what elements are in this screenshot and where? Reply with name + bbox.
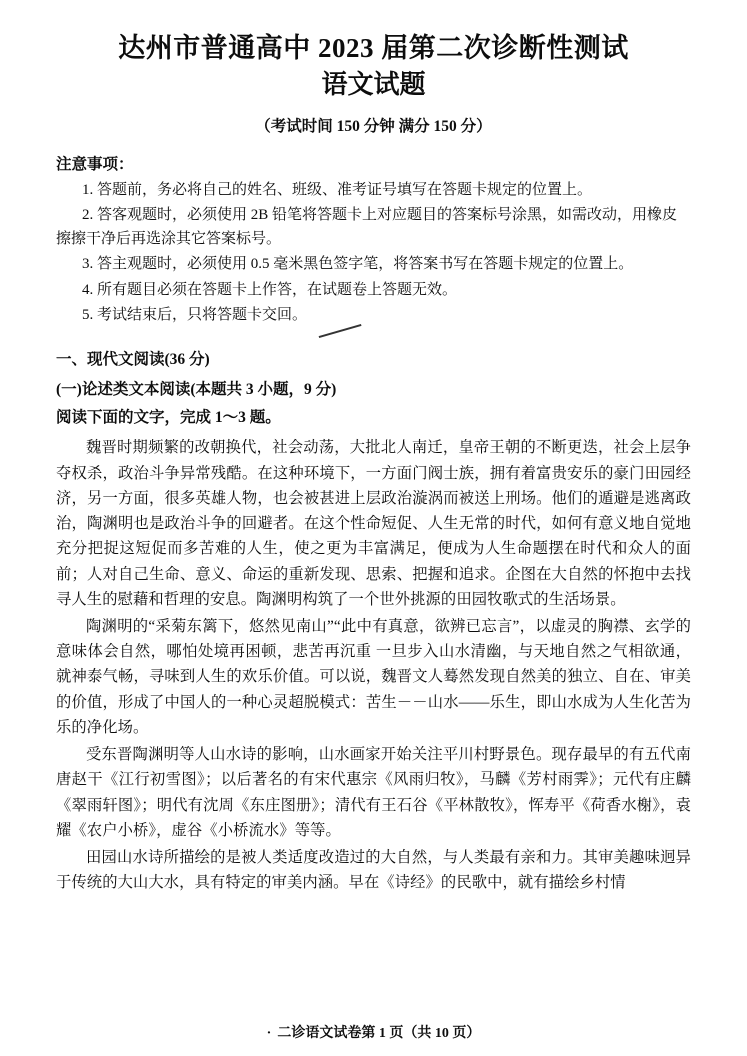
body-paragraph: 魏晋时期频繁的改朝换代，社会动荡，大批北人南迁，皇帝王朝的不断更迭，社会上层争夺权杀，政治斗争异常残酷。在这种环境下，一方面门阀士族，拥有着富贵安乐的豪门田园经济，另一方面，很多英雄人物，也会被甚进上层政治漩涡而被送上刑场。他们的遁避是逃离政治，陶渊明也是政治斗争的回避者。在这个性命短促、人生无常的时代，如何有意义地自觉地充分把捉这短促而多苦难的人生，使之更为丰富满足，便成为人生命题摆在时代和众人的面前；人对自己生命、意义、命运的重新发现、思索、把握和追求。企图在大自然的怀抱中去找寻人生的慰藉和哲理的安息。陶渊明构筑了一个世外挑源的田园牧歌式的生活场景。: [56, 439, 691, 608]
body-paragraph: 受东晋陶渊明等人山水诗的影响，山水画家开始关注平川村野景色。现存最早的有五代南唐赵干《江行初雪图》；以后著名的有宋代惠宗《风雨归牧》，马麟《芳村雨霁》；元代有庄麟《翠雨轩图》；明代有沈周《东庄图册》；清代有王石谷《平林散牧》，恽寿平《荷香水榭》，袁耀《农户小桥》，虚谷《小桥流水》等等。: [56, 746, 691, 839]
page-footer: [0, 1022, 747, 1042]
list-item: 3. 答主观题时，必须使用 0.5 毫米黑色签字笔，将答案书写在答题卡规定的位置上。: [82, 256, 634, 273]
list-item: 5. 考试结束后，只将答题卡交回。: [82, 307, 308, 324]
exam-meta: （考试时间 150 分钟 满分 150 分）: [255, 117, 492, 135]
section-heading-part-one: 一、现代文阅读(36 分): [56, 351, 210, 369]
body-paragraph: 田园山水诗所描绘的是被人类适度改造过的大自然，与人类最有亲和力。其审美趣味迥异于传统的大山大水，具有特定的审美内涵。早在《诗经》的民歌中，就有描绘乡村情: [56, 849, 691, 892]
footer-dot: ·: [266, 1026, 272, 1041]
list-item: 1. 答题前，务必将自己的姓名、班级、准考证号填写在答题卡规定的位置上。: [82, 181, 593, 198]
footer-text: 二诊语文试卷第 1 页（共 10 页）: [277, 1026, 481, 1041]
notice-list: [56, 178, 691, 328]
list-item: 4. 所有题目必须在答题卡上作答，在试题卷上答题无效。: [82, 281, 458, 298]
page-title: 达州市普通高中 2023 届第二次诊断性测试: [118, 33, 629, 63]
body-paragraph: 陶渊明的“采菊东篱下，悠然见南山”“此中有真意，欲辨已忘言”，以虚灵的胸襟、玄学的意味体会自然，哪怕处境再困顿，悲苦再沉重 一旦步入山水清幽，与天地自然之气相欲通，就神泰气畅，寻味到人生的欢乐价值。可以说，魏晋文人蓦然发现自然美的独立、自在、审美的价值，形成了中国人的一种心灵超脱模式：苦生－－山水——乐生，即山水成为人生化苦为乐的净化场。: [56, 617, 691, 736]
section-subheading-one: (一)论述类文本阅读(本题共 3 小题，9 分): [56, 381, 337, 399]
notice-heading: 注意事项：: [56, 155, 134, 173]
list-item: 2. 答客观题时，必须使用 2B 铅笔将答题卡上对应题目的答案标号涂黑，如需改动，用橡皮擦擦干净后再选涂其它答案标号。: [56, 206, 678, 248]
reading-instruction: 阅读下面的文字，完成 1～3 题。: [56, 409, 281, 427]
subject-title: 语文试题: [321, 69, 426, 99]
